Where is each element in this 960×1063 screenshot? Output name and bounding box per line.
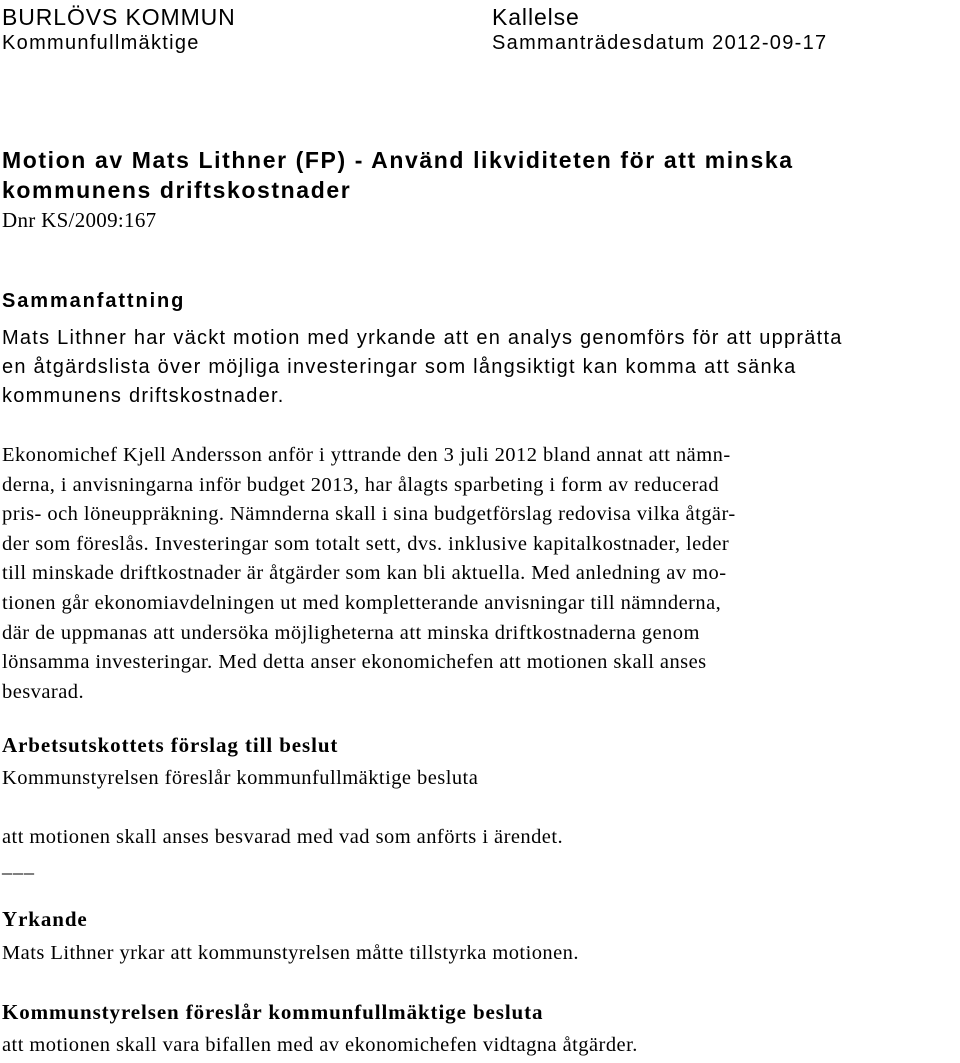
- summary-heading: Sammanfattning: [2, 290, 186, 312]
- municipality-name: BURLÖVS KOMMUN: [2, 4, 236, 30]
- summary-line: en åtgärdslista över möjliga investeringar som långsiktigt kan komma att sänka: [2, 356, 797, 378]
- statement-line: pris- och löneuppräkning. Nämnderna skall i sina budgetförslag redovisa vilka åtgär-: [2, 503, 736, 526]
- meeting-date: Sammanträdesdatum 2012-09-17: [492, 32, 828, 54]
- summary-line: kommunens driftskostnader.: [2, 385, 285, 407]
- board-proposal-heading: Kommunstyrelsen föreslår kommunfullmäktige besluta: [2, 1000, 544, 1024]
- document-type: Kallelse: [492, 4, 580, 30]
- statement-line: till minskade driftkostnader är åtgärder som kan bli aktuella. Med anledning av mo-: [2, 562, 727, 585]
- motion-claim-heading: Yrkande: [2, 907, 88, 931]
- issuing-body: Kommunfullmäktige: [2, 32, 200, 54]
- summary-paragraph: [2, 324, 843, 411]
- summary-line: Mats Lithner har väckt motion med yrkande att en analys genomförs för att upprätta: [2, 327, 843, 349]
- document-title-line-2: kommunens driftskostnader: [2, 177, 352, 203]
- statement-line: derna, i anvisningarna inför budget 2013, har ålagts sparbeting i form av reducerad: [2, 473, 720, 496]
- statement-line: där de uppmanas att undersöka möjligheterna att minska driftkostnaderna genom: [2, 621, 700, 644]
- statement-line: lönsamma investeringar. Med detta anser ekonomichefen att motionen skall anses: [2, 651, 707, 674]
- statement-line: besvarad.: [2, 680, 85, 703]
- committee-proposal-text: Kommunstyrelsen föreslår kommunfullmäktige besluta: [2, 767, 479, 789]
- motion-claim-text: Mats Lithner yrkar att kommunstyrelsen måtte tillstyrka motionen.: [2, 942, 579, 964]
- board-proposal-text: att motionen skall vara bifallen med av ekonomichefen vidtagna åtgärder.: [2, 1034, 638, 1056]
- statement-line: tionen går ekonomiavdelningen ut med kompletterande anvisningar till nämnderna,: [2, 591, 722, 614]
- statement-line: der som föreslås. Investeringar som totalt sett, dvs. inklusive kapitalkostnader, leder: [2, 532, 730, 555]
- separator-line: ___: [2, 855, 35, 877]
- statement-line: Ekonomichef Kjell Andersson anför i yttrande den 3 juli 2012 bland annat att nämn-: [2, 444, 731, 466]
- document-title-line-1: Motion av Mats Lithner (FP) - Använd likviditeten för att minska: [2, 147, 794, 173]
- diary-number: Dnr KS/2009:167: [2, 208, 157, 232]
- statement-paragraph: [2, 441, 736, 707]
- committee-proposal-decision: att motionen skall anses besvarad med vad som anförts i ärendet.: [2, 826, 564, 848]
- committee-proposal-heading: Arbetsutskottets förslag till beslut: [2, 733, 339, 757]
